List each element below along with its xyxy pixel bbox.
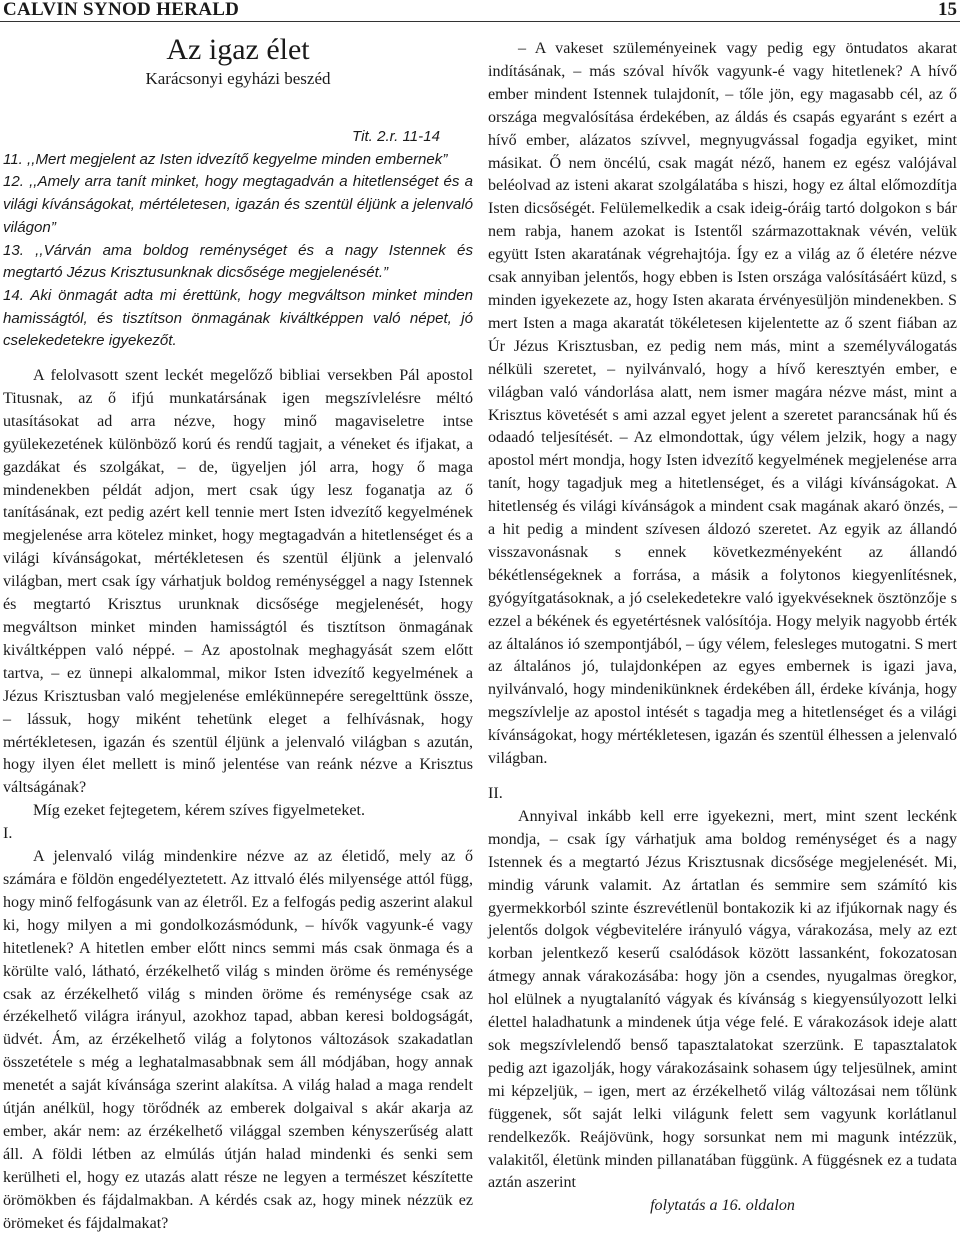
left-column [3, 24, 473, 1235]
verse-14: 14. Aki önmagát adta mi érettünk, hogy megváltson minket minden hamisságtól, és tisztítson önmagának kiváltképpen való népet, jó cselekedetekre igyekezőt. [3, 286, 473, 350]
page-number: 15 [938, 0, 957, 20]
publication-title: CALVIN SYNOD HERALD [3, 0, 240, 20]
right-column [488, 38, 957, 1218]
article-title: Az igaz élet [166, 33, 310, 66]
page-header [0, 0, 960, 22]
section-2-paragraph: Annyival inkább kell erre igyekezni, mert, mint szent leckénk mondja, – csak így várhatjuk ama boldog reménységet és a nagy Istennek és a megtartó Jézus Krisztusnak dicsősége megjelenését. Mi, mindig várunk valamit. Az ártatlan és semmire sem számító kis gyermekkorból szinte észrevétlenül bontakozik ki az ifjúkornak nagy és jelentős dolgok végbevitelére irányuló vágya, várakozása, mely az ezt korban jelentkező keserű csalódások között lassanként, fokozatosan átmegy annak várakozásába: hogy jön a csendes, nyugalmas öregkor, hol elülnek a nyugtalanító vágyak és kívánság s kiegyensúlyozott lelki élettel haladhatunk a mindenek útja vége felé. E várakozások ideje alatt sok megszívlelendő benső tapasztalatokat szerzünk. E tapasztalatok pedig azt igazolják, hogy várakozásaink sohasem úgy teljesülnek, amint mi képzeljük, – igen, mert az érzékelhető világ változásai nem tőlünk függenek, sőt saját lelki világunk felett sem vagyunk korlátlanul rendelkezők. Reájövünk, hogy sorsunkat nem mi magunk intézzük, valakitől, életünk minden pillanatában függünk. A függésnek ez a tudata aztán aszerint [488, 807, 957, 1192]
scripture-reference: Tit. 2.r. 11-14 [352, 128, 440, 145]
intro-paragraph: A felolvasott szent leckét megelőző bibliai versekben Pál apostol Titusnak, az ő ifjú munkatársának igen megszívlelésre méltó utasításokat ad arra nézve, hogy minő magaviseletre intse gyülekezetének különböző korú és rendű tagjait, a véneket és ifjakat, a gazdákat és szolgákat, – de, ügyeljen jól arra, hogy ő maga mindenekben példát adjon, mert csak úgy lesz foganatja az ő tanításának, ezt pedig azért kell tennie mert Isten idvezítő kegyelmének megjelenése arra kötelez minket, hogy megtagadván a hitetlenséget és a világi kívánságokat, mértékletesen és szentül éljünk a jelenvaló világban, mert csak így várhatjuk boldog reménységgel a nagy Istennek és megtartó Krisztus urunknak dicsősége megjelenését, hogy megváltson minket minden hamisságtól és tisztítson önmagának kiváltképpen való néppé. – Az apostolnak meghagyását szem előtt tartva, – ez ünnepi alkalommal, mikor Isten idvezítő kegyelmének a Jézus Krisztusban való megjelenése emlékünnepére seregelttünk össze, – lássuk, hogy miként tehetünk eleget a felhívásnak, hogy mértékletesen, igazán és szentül éljünk a jelenvaló világban s azután, hogy ilyen élet mellett is minő jelentése van reánk nézve a Krisztus váltságának? [3, 367, 473, 797]
section-2-heading: II. [488, 785, 503, 802]
header-rule [0, 21, 960, 22]
verse-12: 12. ,,Amely arra tanít minket, hogy megtagadván a hitetlenséget és a világi kívánságokat, mértéletesen, igazán és szentül éljünk a jelenvaló világon” [3, 173, 473, 236]
article-subtitle: Karácsonyi egyházi beszéd [145, 69, 331, 88]
continued-note: folytatás a 16. oldalon [650, 1197, 795, 1215]
section-1-heading: I. [3, 825, 13, 843]
attention-paragraph: Míg ezeket fejtegetem, kérem szíves figyelmeteket. [33, 802, 366, 820]
section-1-paragraph: A jelenvaló világ mindenkire nézve az az életidő, mely az ő számára e földön engedélyeztetett. Az ittvaló élés milyensége attól függ, hogy minő felfogásunk van az életről. Ez a felfogás pedig aszerint alakul ki, hogy milyen a mi gondolkozásmódunk, – hívők vagyunk-é vagy hitetlenek? A hitetlen ember előtt nincs semmi más csak önmaga és a körülte való, látható, érzékelhető világ s minden öröme és reménysége csak az érzékelhető világ s minden öröme és reménysége csak az érzékelhető világra irányul, azokhoz tapad, abban keresi boldogságát, üdvét. Ám, az érzékelhető világ a folytonos változások szakadatlan összetétele s még a leghatalmasabbnak sem áll módjában, hogy annak menetét a saját kívánsága szerint alakítsa. A világ halad a maga rendelt útján anélkül, hogy törődnék az emberek dolgaival s akár akarja az ember, akár nem: az érzékelhető világgal szemben kényszerűség alatt áll. A földi létben az elmúlás útján halad mindenki és senki sem kerülheti el, hogy ez utazás alatt része ne legyen a természet készítette örömökben és fájdalmakban. A kérdés csak az, hogy minek nézzük ez örömeket és fájdalmakat? [3, 848, 473, 1232]
verse-13: 13. ,,Várván ama boldog reménységet és a nagy Istennek és megtartó Jézus Krisztusunknak dicsősége megjelenését.” [3, 241, 473, 282]
verse-11: 11. ,,Mert megjelent az Isten idvezítő kegyelme minden embernek” [3, 150, 448, 168]
right-paragraph-1: – A vakeset szüleményeinek vagy pedig egy öntudatos akarat indításának, – más szóval hívők vagyunk-é vagy hitetlenek? A hívő ember mindent Istennek tulajdonít, – tőle jön, egy magasabb cél, az ő országa megvalósítása érdekében, az áldás és csapás egyaránt s ezért a hívő ember, alázatos szívvel, megnyugvással fogadja egyiket, mint másikat. Ő nem öncélú, csak magát néző, hanem ez egész valójával beléolvad az isteni akarat szolgálatába s hiszi, hogy ez által előmozdítja Isten dicsőségét. Felülemelkedik a csak ideig-óráig tartó dolgokon s bár nem rabja, hanem azokat is Istentől származottaknak vévén, velük együtt Isten akaratának végrehajtója. Így ez a világ az ő életére nézve csak annyiban jelentős, hogy ebben is Isten országa valósításáért küzd, s minden igyekezete az, hogy Isten akarata érvényesüljön mindenekben. S mert Isten a maga akaratát tökéletesen kijelentette az ő szent fiában az Úr Jézus Krisztusban, ez pedig nem más, mint a személyválogatás nélküli szeretet, – nyilvánvaló, hogy a hívő keresztyén ember, e világban való vándorlása alatt, nem ismer magára nézve mást, mint a Krisztus követését s ami azzal egyet jelent a szeretet parancsának hű és odaadó teljesítését. – Az elmondottak, úgy vélem jelzik, hogy a nagy apostol mért mondja, hogy Isten idvezítő kegyelmének megjelenése arra tanít, hogy tagadjuk meg a hitetlenséget, és a világi kívánságokat. A hitetlenség és világi kívánságok a mindent csak magának akaró önzés, – a hit pedig a mindent szívesen áldozó szeretet. Az egyik az állandó visszavonásnak s ennek következményeként az állandó békétlenségeknek a forrása, a másik a folytonos kiegyenlítésnek, gyógyítgatásoknak, a jó cselekedetekre való igyekvéseknek ösztönzője s ezzel a békének és egyetértésnek valósítója. Hogy melyik nagyobb érték az általános ió szempontjából, – úgy vélem, felesleges mutogatni. S mert az általános jó, tulajdonképen az egyes embernek is igazi java, nyilvánvaló, hogy mindenikünknek érdekében áll, érdeke kívánja, hogy megszívlelje az apostol intését s tagadja meg a hitetlenséget és a világi kívánságokat, hogy mértékletesen, igazán és szentül élhessen a jelenvaló világban. [488, 40, 957, 768]
